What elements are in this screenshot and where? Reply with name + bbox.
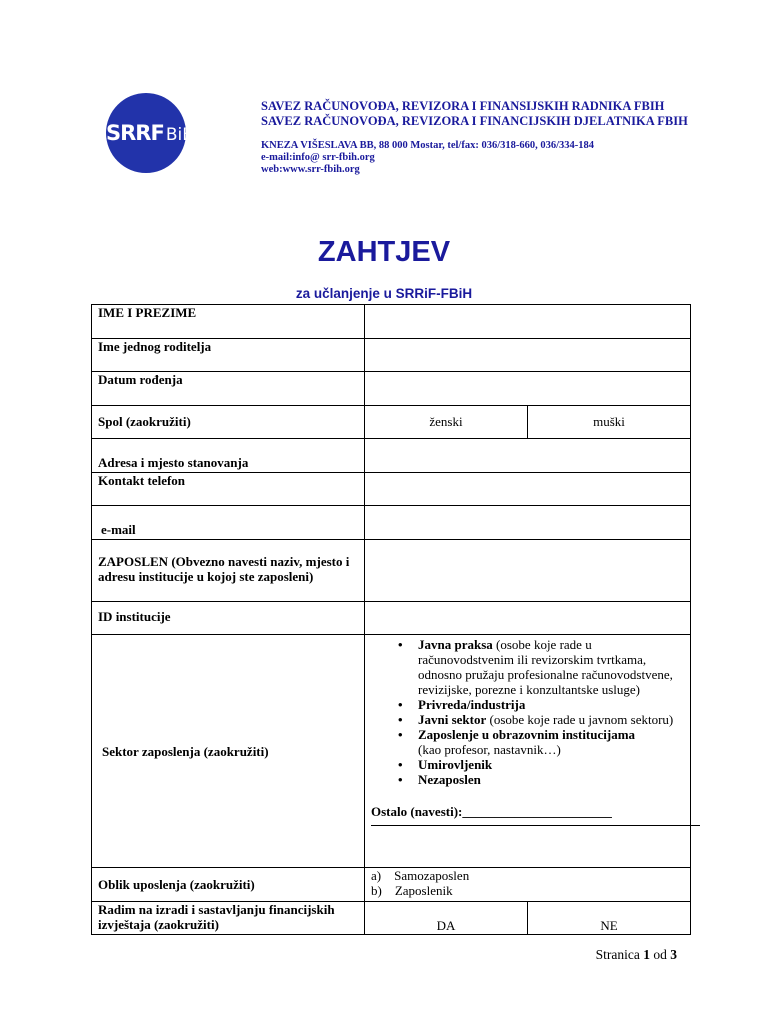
document-subtitle: za učlanjenje u SRRiF-FBiH xyxy=(295,286,473,301)
option-muski[interactable]: muški xyxy=(528,406,691,439)
field-datum-rodjenja[interactable] xyxy=(365,372,691,406)
label-zaposlen: ZAPOSLEN (Obvezno navesti naziv, mjesto i adresu institucije u kojoj ste zaposleni) xyxy=(92,540,365,602)
org-email: e-mail:info@ srr-fbih.org xyxy=(261,152,375,163)
label-ime-prezime: IME I PREZIME xyxy=(92,305,365,339)
field-zaposlen[interactable] xyxy=(365,540,691,602)
row-sektor xyxy=(92,635,691,868)
row-id xyxy=(92,602,691,635)
label-id-institucije: ID institucije xyxy=(92,602,365,635)
sektor-item-umirovljenik[interactable]: • Umirovljenik xyxy=(418,757,684,772)
field-ime-prezime[interactable] xyxy=(365,305,691,339)
sektor-options xyxy=(365,635,691,868)
org-name-line1: SAVEZ RAČUNOVOĐA, REVIZORA I FINANSIJSKIH RADNIKA FBIH xyxy=(261,99,665,113)
page-number: Stranica 1 od 3 xyxy=(595,947,677,962)
sektor-item-obrazovanje[interactable]: • Zaposlenje u obrazovnim institucijama (kao profesor, nastavnik…) xyxy=(418,727,684,757)
label-radim: Radim na izradi i sastavljanju financijskih izvještaja (zaokružiti) xyxy=(92,902,365,935)
org-web: web:www.srr-fbih.org xyxy=(261,164,360,175)
logo-text: SRRF BiH xyxy=(106,121,195,145)
sektor-ostalo[interactable]: Ostalo (navesti):_______________________ xyxy=(371,804,612,819)
field-id-institucije[interactable] xyxy=(365,602,691,635)
field-email[interactable] xyxy=(365,506,691,540)
row-zaposlen xyxy=(92,540,691,602)
ostalo-line xyxy=(371,822,700,826)
oblik-options xyxy=(365,868,691,902)
sektor-list xyxy=(398,637,684,787)
sektor-item-privreda[interactable]: • Privreda/industrija xyxy=(418,697,684,712)
field-roditelj[interactable] xyxy=(365,339,691,372)
row-ime-prezime xyxy=(92,305,691,339)
row-spol xyxy=(92,406,691,439)
row-datum xyxy=(92,372,691,406)
srrf-bih-logo xyxy=(106,93,195,173)
option-zenski[interactable]: ženski xyxy=(365,406,528,439)
field-telefon[interactable] xyxy=(365,473,691,506)
sektor-item-nezaposlen[interactable]: • Nezaposlen xyxy=(418,772,684,787)
sektor-item-javni-sektor[interactable]: • Javni sektor (osobe koje rade u javnom sektoru) xyxy=(418,712,684,727)
organization-header xyxy=(261,99,688,176)
org-name-line2: SAVEZ RAČUNOVOĐA, REVIZORA I FINANCIJSKIH DJELATNIKA FBIH xyxy=(261,114,688,128)
org-address: KNEZA VIŠESLAVA BB, 88 000 Mostar, tel/fax: 036/318-660, 036/334-184 xyxy=(261,140,595,151)
label-oblik: Oblik uposlenja (zaokružiti) xyxy=(92,868,365,902)
row-adresa xyxy=(92,439,691,473)
label-telefon: Kontakt telefon xyxy=(92,473,365,506)
option-zaposlenik[interactable]: b) Zaposlenik xyxy=(371,883,453,898)
option-da[interactable]: DA xyxy=(365,902,528,935)
field-adresa[interactable] xyxy=(365,439,691,473)
row-roditelj xyxy=(92,339,691,372)
sektor-item-javna-praksa[interactable]: • Javna praksa (osobe koje rade u računovodstvenim ili revizorskim tvrtkama, odnosno pružaju profesionalne računovodstvene, revizijske, porezne i konzultantske usluge) xyxy=(418,637,684,697)
row-telefon xyxy=(92,473,691,506)
label-datum-rodjenja: Datum rođenja xyxy=(92,372,365,406)
option-samozaposlen[interactable]: a) Samozaposlen xyxy=(371,868,470,883)
document-title: ZAHTJEV xyxy=(317,236,451,268)
label-sektor: Sektor zaposlenja (zaokružiti) xyxy=(92,635,365,868)
label-roditelj: Ime jednog roditelja xyxy=(92,339,365,372)
label-spol: Spol (zaokružiti) xyxy=(92,406,365,439)
label-adresa: Adresa i mjesto stanovanja xyxy=(92,439,365,473)
row-email xyxy=(92,506,691,540)
membership-form-table xyxy=(91,304,691,935)
row-radim xyxy=(92,902,691,935)
label-email: e-mail xyxy=(92,506,365,540)
option-ne[interactable]: NE xyxy=(528,902,691,935)
row-oblik xyxy=(92,868,691,902)
